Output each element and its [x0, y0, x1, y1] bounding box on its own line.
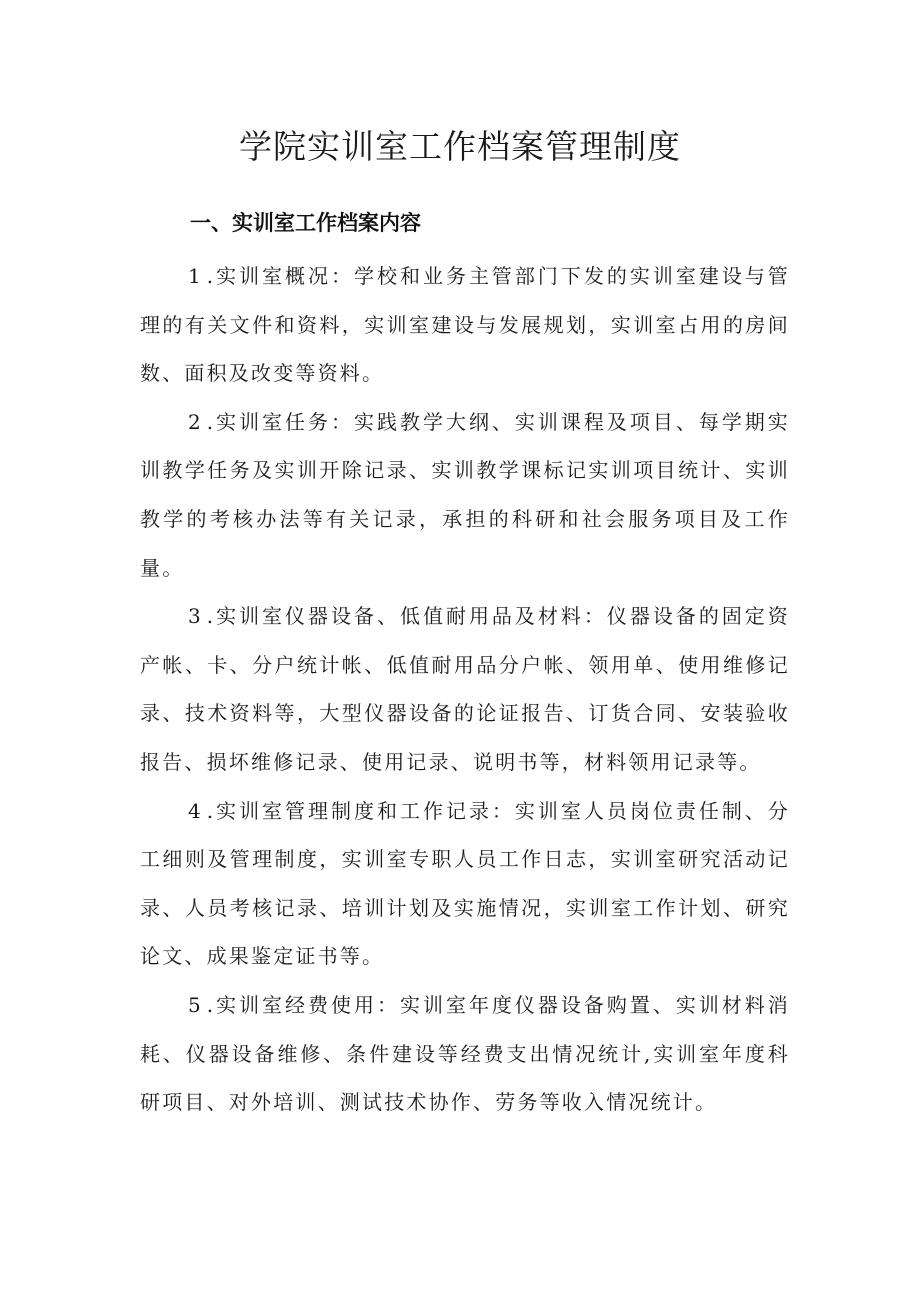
list-item — [140, 398, 790, 592]
section-body — [140, 252, 790, 1127]
item-number: 3 — [188, 604, 207, 629]
item-text: .实训室经费使用：实训室年度仪器设备购置、实训材料消耗、仪器设备维修、条件建设等经费支出情况统计,实训室年度科研项目、对外培训、测试技术协作、劳务等收入情况统计。 — [140, 992, 790, 1115]
list-item — [140, 787, 790, 981]
list-item — [140, 592, 790, 786]
section-heading: 一、实训室工作档案内容 — [190, 211, 421, 235]
document-title: 学院实训室工作档案管理制度 — [239, 127, 681, 166]
item-text: .实训室仪器设备、低值耐用品及材料：仪器设备的固定资产帐、卡、分户统计帐、低值耐用品分户帐、领用单、使用维修记录、技术资料等，大型仪器设备的论证报告、订货合同、安装验收报告、损坏维修记录、使用记录、说明书等，材料领用记录等。 — [140, 604, 790, 774]
item-text: .实训室概况：学校和业务主管部门下发的实训室建设与管理的有关文件和资料，实训室建设与发展规划，实训室占用的房间数、面积及改变等资料。 — [140, 264, 790, 386]
item-number: 1 — [188, 264, 207, 288]
item-text: .实训室任务：实践教学大纲、实训课程及项目、每学期实训教学任务及实训开除记录、实训教学课标记实训项目统计、实训教学的考核办法等有关记录，承担的科研和社会服务项目及工作量。 — [140, 409, 790, 580]
item-number: 4 — [188, 798, 207, 823]
item-number: 5 — [188, 992, 207, 1017]
item-number: 2 — [188, 409, 207, 434]
list-item — [140, 252, 790, 398]
list-item — [140, 981, 790, 1127]
item-text: .实训室管理制度和工作记录：实训室人员岗位责任制、分工细则及管理制度，实训室专职人员工作日志，实训室研究活动记录、人员考核记录、培训计划及实施情况，实训室工作计划、研究论文、成果鉴定证书等。 — [140, 798, 790, 969]
